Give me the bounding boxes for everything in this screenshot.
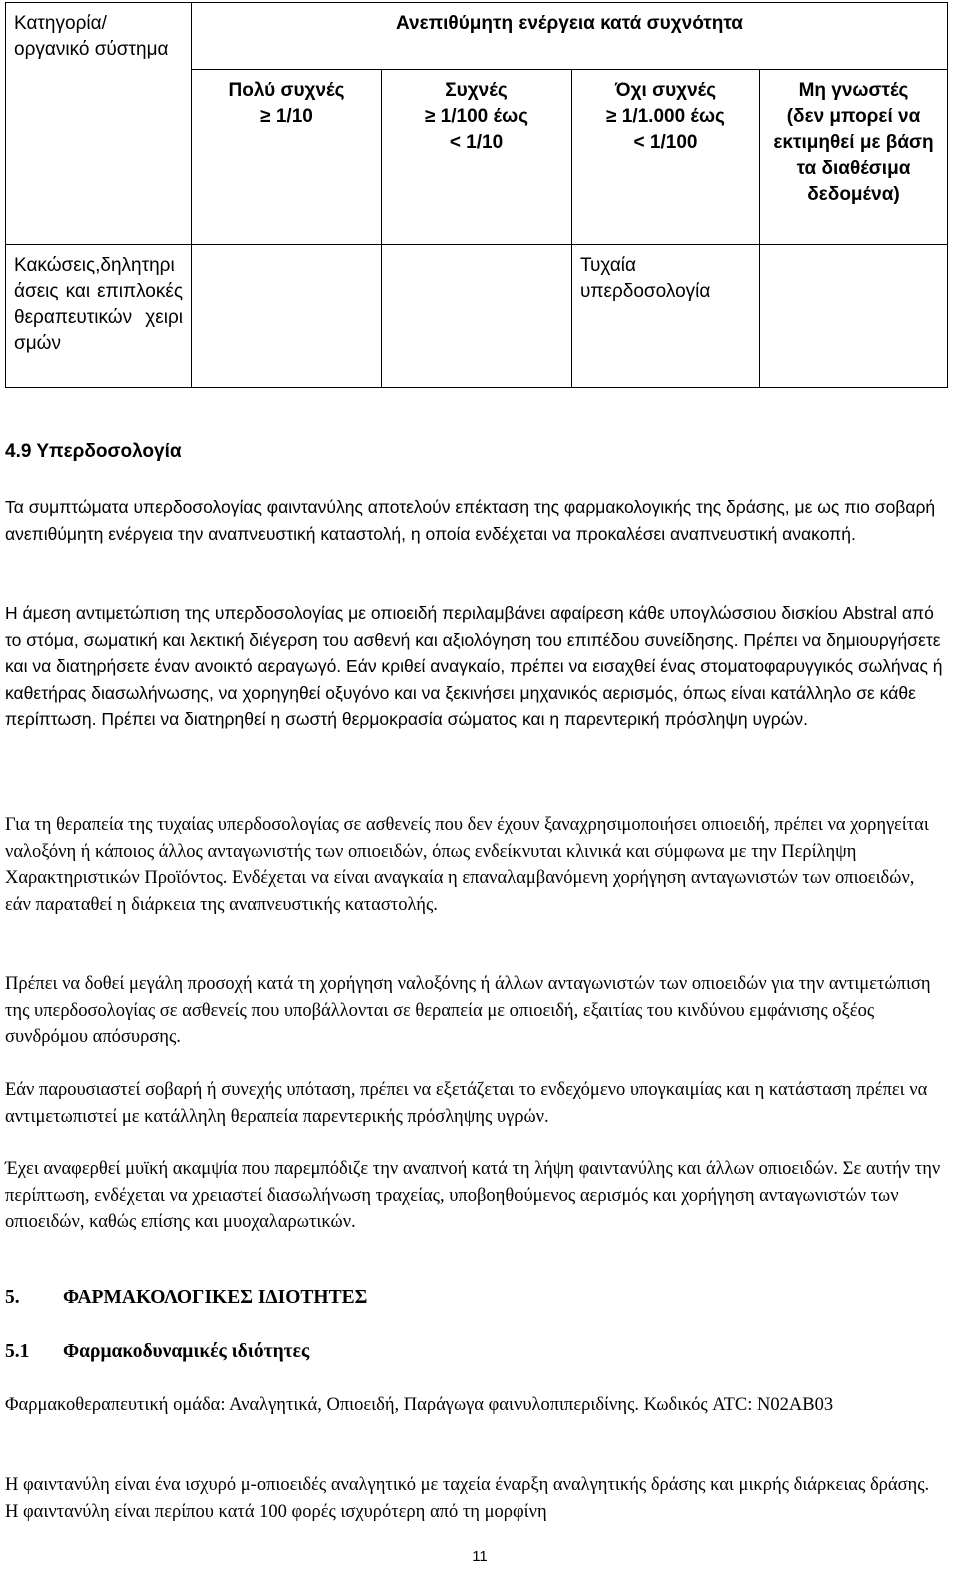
section-5-title: ΦΑΡΜΑΚΟΛΟΓΙΚΕΣ ΙΔΙΟΤΗΤΕΣ [63, 1287, 368, 1308]
freq-range: ≥ 1/1.000 έως [606, 106, 725, 127]
frequency-header-cell [192, 3, 948, 70]
common-cell [382, 245, 572, 388]
freq-range: (δεν μπορεί να εκτιμηθεί με βάση τα διαθέσιμα δεδομένα) [773, 106, 934, 205]
paragraph-muscle-rigidity: Έχει αναφερθεί μυϊκή ακαμψία που παρεμπόδιζε την αναπνοή κατά τη λήψη φαιντανύλης και άλλων οπιοειδών. Σε αυτήν την περίπτωση, ενδέχεται να χρειαστεί διασωλήνωση τραχείας, υποβοηθούμενος αερισμός και χορήγηση ανταγωνιστών των οπιοειδών, καθώς επίσης και μυοχαλαρωτικών. [5, 1159, 941, 1232]
uncommon-cell [572, 245, 760, 388]
freq-col-very-common [192, 70, 382, 245]
uncommon-value: Τυχαία υπερδοσολογία [580, 255, 711, 302]
category-cell [6, 245, 192, 388]
freq-label: Πολύ συχνές [228, 80, 345, 101]
freq-range: ≥ 1/100 έως [424, 106, 529, 127]
freq-col-common [382, 70, 572, 245]
freq-col-unknown [760, 70, 948, 245]
section-5-1-heading [5, 1341, 309, 1363]
section-5-1-title: Φαρμακοδυναμικές ιδιότητες [63, 1341, 310, 1362]
paragraph-naive-patients: Για τη θεραπεία της τυχαίας υπερδοσολογίας σε ασθενείς που δεν έχουν ξαναχρησιμοποιήσει οπιοειδή, πρέπει να χορηγείται ναλοξόνη ή κάποιος άλλος ανταγωνιστής των οπιοειδών, όπως ενδείκνυται κλινικά και σύμφωνα με την Περίληψη Χαρακτηριστικών Προϊόντος. Ενδέχεται να είναι αναγκαία η επαναλαμβανόμενη χορήγηση ανταγωνιστών των οπιοειδών, εάν παραταθεί η διάρκεια της αναπνευστικής καταστολής. [5, 815, 929, 915]
page-number: 11 [472, 1548, 488, 1565]
freq-range: ≥ 1/10 [260, 106, 313, 127]
category-name: Κακώσεις,δηλητηριάσεις και επιπλοκές θεραπευτικών χειρισμών [14, 255, 183, 354]
freq-label: Μη γνωστές [798, 80, 909, 101]
table-header-row [6, 3, 948, 70]
paragraph-overdose-symptoms: Τα συμπτώματα υπερδοσολογίας φαιντανύλης αποτελούν επέκταση της φαρμακολογικής της δράσης, με ως πιο σοβαρή ανεπιθύμητη ενέργεια την αναπνευστική καταστολή, η οποία ενδέχεται να προκαλέσει αναπνευστική ανακοπή. [5, 497, 936, 544]
adverse-reactions-table [5, 2, 948, 388]
section-5-number: 5. [5, 1287, 20, 1308]
section-4-9-title: 4.9 Υπερδοσολογία [5, 441, 182, 462]
freq-range-upper: < 1/10 [449, 132, 504, 153]
paragraph-overdose-management: Η άμεση αντιμετώπιση της υπερδοσολογίας με οπιοειδή περιλαμβάνει αφαίρεση κάθε υπογλώσσιου δισκίου Abstral από το στόμα, σωματική και λεκτική διέγερση του ασθενή και αξιολόγηση του επιπέδου συνείδησης. Πρέπει να δημιουργήσετε και να διατηρήσετε έναν ανοικτό αεραγωγό. Εάν κριθεί αναγκαίο, πρέπει να εισαχθεί ένας στοματοφαρυγγικός σωλήνας ή καθετήρας διασωλήνωσης, να χορηγηθεί οξυγόνο και να ξεκινήσει μηχανικός αερισμός, όπως είναι κατάλληλο σε κάθε περίπτωση. Πρέπει να διατηρηθεί η σωστή θερμοκρασία σώματος και η παρεντερική πρόσληψη υγρών. [5, 603, 943, 729]
section-5-1-number: 5.1 [5, 1341, 30, 1362]
paragraph-hypotension: Εάν παρουσιαστεί σοβαρή ή συνεχής υπόταση, πρέπει να εξετάζεται το ενδεχόμενο υπογκαιμίας και η κατάσταση πρέπει να αντιμετωπιστεί με κατάλληλη θεραπεία παρεντερικής πρόσληψης υγρών. [5, 1080, 928, 1127]
freq-range-upper: < 1/100 [633, 132, 698, 153]
paragraph-caution-naloxone: Πρέπει να δοθεί μεγάλη προσοχή κατά τη χορήγηση ναλοξόνης ή άλλων ανταγωνιστών των οπιοειδών για την αντιμετώπιση της υπερδοσολογίας σε ασθενείς που υποβάλλονται σε θεραπεία με οπιοειδή, εξαιτίας του κινδύνου εμφάνισης οξέος συνδρόμου απόσυρσης. [5, 974, 931, 1047]
frequency-header: Ανεπιθύμητη ενέργεια κατά συχνότητα [396, 13, 743, 34]
unknown-cell [760, 245, 948, 388]
category-header-cell [6, 3, 192, 245]
category-header: Κατηγορία/οργανικό σύστημα [14, 13, 169, 60]
section-5-heading [5, 1287, 367, 1309]
freq-label: Όχι συχνές [614, 80, 717, 101]
very-common-cell [192, 245, 382, 388]
freq-col-uncommon [572, 70, 760, 245]
paragraph-fentanyl-description: Η φαιντανύλη είναι ένα ισχυρό μ-οπιοειδές αναλγητικό με ταχεία έναρξη αναλγητικής δράσης και μικρής διάρκειας δράσης. Η φαιντανύλη είναι περίπου κατά 100 φορές ισχυρότερη από τη μορφίνη [5, 1475, 930, 1522]
freq-label: Συχνές [445, 80, 508, 101]
table-row [6, 245, 948, 388]
paragraph-pharmacotherapeutic-group: Φαρμακοθεραπευτική ομάδα: Αναλγητικά, Οπιοειδή, Παράγωγα φαινυλοπιπεριδίνης. Κωδικός ATC: N02AB03 [5, 1395, 834, 1415]
